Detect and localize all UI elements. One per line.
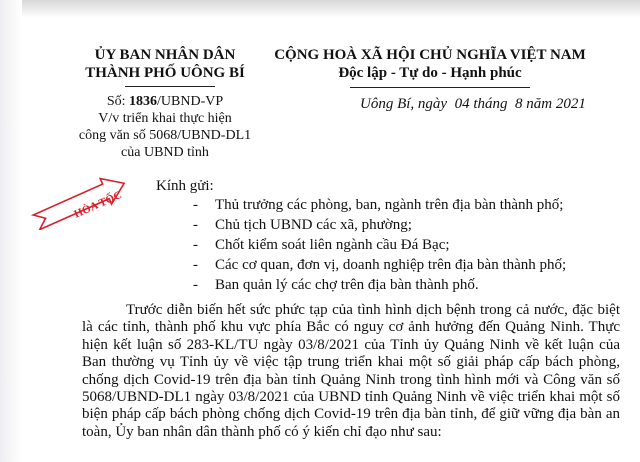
recipient-item: Chốt kiểm soát liên ngành cầu Đá Bạc; [215, 237, 450, 253]
recipients-label: Kính gửi: [156, 178, 214, 194]
number-suffix: /UBND-VP [157, 94, 224, 109]
recipient-item: Chủ tịch UBND các xã, phường; [215, 217, 412, 233]
national-motto: Độc lập - Tự do - Hạnh phúc [338, 65, 522, 81]
national-title: CỘNG HOÀ XÃ HỘI CHỦ NGHĨA VIỆT NAM [274, 47, 586, 63]
recipient-item: Các cơ quan, đơn vị, doanh nghiệp trên địa bàn thành phố; [215, 257, 567, 273]
motto-underline [350, 87, 530, 88]
issuer-underline [125, 86, 215, 87]
page-edge [0, 0, 22, 462]
document-number [65, 94, 265, 110]
recipient-item: Thủ trưởng các phòng, ban, ngành trên địa bàn thành phố; [215, 197, 564, 213]
dash: - [193, 257, 198, 273]
dash: - [193, 217, 198, 233]
subject-line: công văn số 5068/UBND-DL1 [78, 128, 252, 143]
subject-line: V/v triển khai thực hiện [98, 111, 232, 126]
scan-shadow [0, 0, 640, 18]
issuer-line1: ỦY BAN NHÂN DÂN [94, 47, 236, 63]
subject-line: của UBND tỉnh [121, 145, 209, 160]
issuer-line2: THÀNH PHỐ UÔNG BÍ [85, 65, 245, 81]
body-paragraph: Trước diễn biến hết sức phức tạp của tình hình dịch bệnh trong cả nước, đặc biệt là các tỉnh, thành phố khu vực phía Bắc có nguy cơ ảnh hưởng đến Quảng Ninh. Thực hiện kết luận số 283-KL/TU ngày 03/8/2021 của Tỉnh ủy Quảng Ninh về kết luận của Ban thường vụ Tỉnh ủy về việc tập trung triển khai một số giải pháp cấp bách phòng, chống dịch Covid-19 trên địa bàn tỉnh Quảng Ninh trong tình hình mới và Công văn số 5068/UBND-DL1 ngày 03/8/2021 của UBND tỉnh Quảng Ninh về việc triển khai một số biện pháp cấp bách phòng chống dịch Covid-19 trên địa bàn tỉnh, để giữ vững địa bàn an toàn, Ủy ban nhân dân thành phố có ý kiến chỉ đạo như sau: [82, 302, 620, 440]
document-date: Uông Bí, ngày 04 tháng 8 năm 2021 [360, 96, 586, 112]
dash: - [193, 237, 198, 253]
dash: - [193, 277, 198, 293]
recipient-item: Ban quản lý các chợ trên địa bàn thành phố. [215, 277, 479, 293]
number-prefix: Số: [106, 94, 126, 109]
urgent-stamp [26, 164, 136, 230]
dash: - [193, 197, 198, 213]
stamp-text: HỎA TỐC [72, 188, 124, 221]
number-bold: 1836 [129, 94, 158, 109]
